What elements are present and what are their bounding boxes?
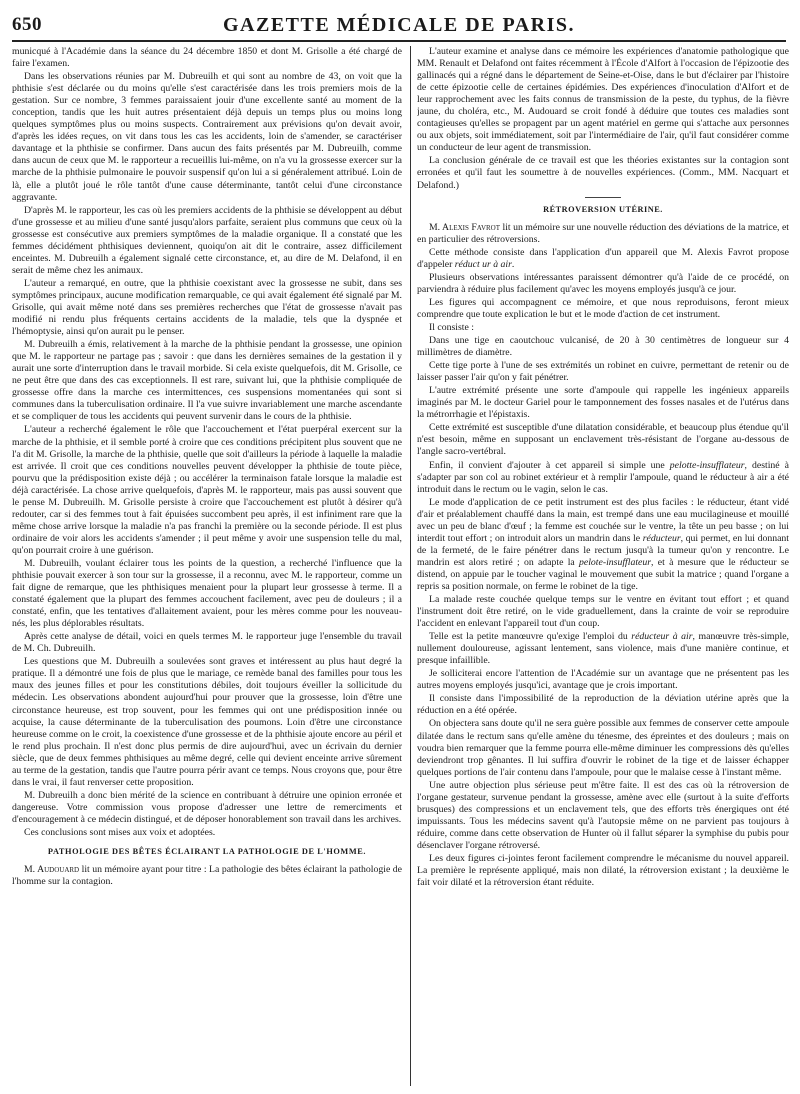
emphasis: réducteur à air [631,631,693,643]
paragraph [417,497,789,593]
paragraph [12,864,402,888]
paragraph [417,247,789,271]
paragraph: Cette tige porte à l'une de ses extrémités un robinet en cuivre, permettant de retenir ou de laisser passer l'air qu'on y fait pénétrer. [417,360,789,384]
paragraph: Dans les observations réunies par M. Dubreuilh et qui sont au nombre de 43, on voit que la phthisie s'est déclarée ou du moins qu'elle s'est caractérisée dans les trois premiers mois de la gestation. Sur ce nombre, 3 femmes paraissaient jouir d'une excellente santé au moment de la conception, tandis que les huit autres présentaient déjà depuis un temps plus ou moins long quelques symptômes plus ou moins suspects. Contrairement aux prévisions qu'on devait avoir, d'après les idées reçues, on vit dans tous les cas les accidents, loin de s'amender, se caractériser davantage et la phthisie se confirmer. Dans aucun des faits présentés par M. Dubreuilh, comme dans aucun de ceux que M. le rapporteur a recueillis lui-même, on n'a vu la grossesse exercer sur la marche de la phthisie pulmonaire le pouvoir suspensif qu'on lui a si généralement attribué. Loin de là, elle a plutôt joué le rôle tantôt d'une cause déterminante, tantôt celui d'une circonstance aggravante. [12,71,402,203]
paragraph-text: . [511,258,515,270]
paragraph: D'après M. le rapporteur, les cas où les premiers accidents de la phthisie se développent au début d'une grossesse et au milieu d'une santé jusqu'alors parfaite, seraient plus communs que ceux où la grossesse est consécutive aux premiers symptômes de la maladie organique. Il a constaté que les femmes décidément phthisiques deviennent, quoiqu'on ait dit le contraire, assez difficilement enceintes. M. Dubreuilh a également signalé cette circonstance, et, au dire de M. Delafond, il en serait de même chez les animaux. [12,204,402,276]
paragraph [417,631,789,667]
paragraph: Une autre objection plus sérieuse peut m'être faite. Il est des cas où la rétroversion de l'organe gestateur, survenue pendant la grossesse, amène avec elle (surtout à la suite d'efforts brusques) des compressions et un enclavement tels, que des efforts très énergiques ont été impuissants. Tous les médecins savent qu'à l'autopsie même on ne parvient pas toujours à réduire, comme dans cette observation de Hunter où il fallut séparer la symphise du pubis pour désenclaver l'organe rétroversé. [417,779,789,851]
paragraph: Les questions que M. Dubreuilh a soulevées sont graves et intéressent au plus haut degré la pratique. Il a démontré une fois de plus que le mariage, ce remède banal des familles pour tous les maux des jeunes filles et pour les constitutions débiles, doit toujours éveiller la sollicitude du médecin. Les observations abondent aujourd'hui pour prouver que la grossesse, loin d'être une circonstance heureuse, est trop souvent, pour les femmes qui ont une prédisposition innée ou acquise, la cause déterminante de la tuberculisation des poumons. Loin d'être une circonstance heureuse comme on le croit, la coexistence d'une grossesse et de la phthisie ajoute encore au péril et le rend plus prochain. Il n'est donc plus permis de dire aujourd'hui, avec un écrivain du dernier siècle, que de deux femmes phthisiques au même degré, celle qui devient enceinte arrive sûrement au terme de la gestation, tandis que l'autre pourra périr avant ce temps. Nous croyons que, pour être dans le vrai, il faut renverser cette proposition. [12,656,402,788]
column-divider [410,46,411,1086]
emphasis: réducteur [642,532,681,544]
paragraph: Ces conclusions sont mises aux voix et adoptées. [24,827,216,838]
section-heading-pathologie: PATHOLOGIE DES BÊTES ÉCLAIRANT LA PATHOLOGIE DE L'HOMME. [47,847,367,857]
paragraph-text: , qui permet, en lui donnant de la fermeté, de le faire pénétrer dans le rectum jusqu'à la tumeur qu'on y rencontre. Le mandrin est alors retiré ; on adapte la [417,532,789,568]
page-header [12,14,786,42]
paragraph-text: , destiné à s'adapter par son col au robinet extérieur et à remplir l'ampoule, quand le réducteur à air a été introduit dans le rectum ou le vagin, selon le cas. [417,459,789,495]
left-column [12,46,402,1086]
emphasis: pelote-insufflateur [579,556,652,568]
paragraph: Les deux figures ci-jointes feront facilement comprendre le mécanisme du nouvel appareil. La première le représente appliqué, mais non dilaté, la rétroversion existant ; la deuxième le fait voir dilaté et la rétroversion étant réduite. [417,853,789,889]
paragraph-text: lit un mémoire sur une nouvelle réduction des déviations de la matrice, et en particulier des rétroversions. [417,221,789,245]
section-separator [585,197,621,198]
paragraph [417,222,789,246]
paragraph-text: Telle est la petite manœuvre qu'exige l'emploi du [429,631,632,643]
paragraph: Il consiste : [429,321,474,333]
paragraph-text: Le mode d'application de ce petit instrument est des plus faciles : le réducteur, étant vidé d'air et préalablement chauffé dans la main, est trempé dans une eau mucilagineuse et mouillé avec un peu de blanc d'œuf ; la femme est couchée sur le ventre, la tête un peu basse ; on lui interdit tout effort ; on introduit alors un mandrin dans le [417,496,789,544]
paragraph: L'autre extrémité présente une sorte d'ampoule qui rappelle les ingénieux appareils imaginés par M. le docteur Gariel pour le tamponnement des fosses nasales et de l'utérus dans la métrorrhagie et l'épistaxis. [417,385,789,421]
paragraph: M. Dubreuilh, voulant éclairer tous les points de la question, a recherché l'influence que la phthisie pouvait exercer à son tour sur la grossesse, il a reconnu, avec M. le rapporteur, comme un fait digne de remarque, que les phthisiques menaient pour la plupart leur grossesse à terme. Il a constaté également que la plupart des femmes accouchent facilement, avec peu de douleurs ; il a constaté, enfin, que les tentatives d'allaitement avaient, pour les mères comme pour les nouveau-nés, les plus déplorables résultats. [12,557,402,630]
author-name: M. Alexis Favrot [429,221,501,233]
paragraph: L'auteur a recherché également le rôle que l'accouchement et l'état puerpéral exercent sur la marche de la phthisie, et il semble porté à croire que ces conditions précipitent plus souvent que ne l'a dit M. Grisolle, la marche de la phthisie, quelle que soit d'ailleurs la période à laquelle la maladie est arrivée. Il croit que ces conditions nouvelles peuvent développer la phthisie de toute pièce, pourvu que la prédisposition existe déjà ; ou accélérer la terminaison fatale lorsque la maladie est déjà caractérisée. La chose arrive quelquefois, d'après M. le rapporteur, mais pas aussi souvent que le pense M. Dubreuilh. M. Grisolle persiste à croire que l'accouchement est plutôt à désirer qu'à redouter, car si des femmes tout à fait épuisées succombent peu après, il est infiniment rare que la même chose arrive lorsque la maladie n'a pas franchi la première ou la seconde période. Il est plus ordinaire de voir alors les accidents s'amender ; il peut même y avoir une suspension telle du mal, qu'on pourrait croire à une guérison. [12,424,402,556]
emphasis: pelotte-insufflateur [669,459,745,471]
paragraph: Cette extrémité est susceptible d'une dilatation considérable, et beaucoup plus étendue qu'il n'est besoin, même en supposant un enclavement très-résistant de l'organe au-dessous de l'angle sacro-vertébral. [417,422,789,458]
paragraph: Plusieurs observations intéressantes paraissent démontrer qu'à l'aide de ce procédé, on parviendra à réduire plus facilement qu'avec les moyens employés jusqu'à ce jour. [417,271,789,295]
paragraph: Les figures qui accompagnent ce mémoire, et que nous reproduisons, feront mieux comprendre que toute explication le but et le mode d'action de cet instrument. [417,296,789,320]
author-name: M. Audouard [24,864,80,876]
paragraph: On objectera sans doute qu'il ne sera guère possible aux femmes de conserver cette ampoule dilatée dans le rectum sans qu'elle amène du ténesme, des épreintes et des douleurs ; mais on voudra bien remarquer que la femme pourra elle-même diminuer les compressions dès qu'elles deviendront trop gênantes. Il lui suffira d'ouvrir le robinet de la tige et de laisser échapper quelques portions de l'air contenu dans l'ampoule, pour que le malaise cesse à l'instant même. [417,718,789,778]
paragraph: Après cette analyse de détail, voici en quels termes M. le rapporteur juge l'ensemble du travail de M. Ch. Dubreuilh. [12,631,402,655]
paragraph: La malade reste couchée quelque temps sur le ventre en évitant tout effort ; et quand l'instrument doit être retiré, on le vide graduellement, dans la crainte de voir se reproduire l'accident en enlevant l'appareil tout d'un coup. [417,594,789,630]
emphasis: réduct ur à air [454,258,512,270]
paragraph: Il consiste dans l'impossibilité de la reproduction de la déviation utérine après que la réduction en a été opérée. [417,693,789,717]
paragraph-text: , manœuvre très-simple, nullement douloureuse, agissant lentement, sans violence, mais d'une manière continue, et presque infaillible. [417,631,789,667]
paragraph: M. Dubreuilh a émis, relativement à la marche de la phthisie pendant la grossesse, une opinion que M. le rapporteur ne partage pas ; savoir : que dans les dernières semaines de la gestation il y aurait une sorte d'interruption dans le travail morbide. Si cela existe quelquefois, dit M. Grisolle, ce ne peut être que dans des cas exceptionnels. Il est rare, suivant lui, que la phthisie compliquée de grossesse offre dans la marche ces intermittences, ces suspensions momentanées qui sont si communes dans la tuberculisation ordinaire. Il l'a vue suivre invariablement une marche ascendante et se compliquer de tous les accidents qui peuvent survenir dans le cours de la phthisie. [12,339,402,423]
paragraph: Dans une tige en caoutchouc vulcanisé, de 20 à 30 centimètres de longueur sur 4 millimètres de diamètre. [417,335,789,359]
paragraph: municqué à l'Académie dans la séance du 24 décembre 1850 et dont M. Grisolle a été chargé de faire l'examen. [12,46,402,70]
right-column [417,46,789,1086]
journal-title: GAZETTE MÉDICALE DE PARIS. [222,14,576,36]
page-number: 650 [12,14,42,35]
paragraph-text: Enfin, il convient d'ajouter à cet appareil si simple une [429,459,670,471]
paragraph-text: , et à mesure que le réducteur se distend, on appuie par le toucher vaginal le mouvement que subit la matrice ; quand l'organe a repris sa position normale, on ferme le robinet de la tige. [417,556,789,592]
header-rule [12,40,786,42]
paragraph: L'auteur a remarqué, en outre, que la phthisie coexistant avec la grossesse ne subit, dans ses symptômes principaux, aucune modification remarquable, ce qui avait également été signalé par M. Grisolle, qui avait même noté dans ses premières recherches que l'état de grossesse n'avait pas modifié ni rendu plus fréquents certains accidents de la maladie, tels que la dyspnée et l'hémoptysie, ainsi qu'on aurait pu le penser. [12,277,402,338]
section-heading-retroversion: RÉTROVERSION UTÉRINE. [543,204,663,214]
paragraph-text: Cette méthode consiste dans l'application d'un appareil que M. Alexis Favrot propose d'appeler [417,246,789,270]
paragraph: L'auteur examine et analyse dans ce mémoire les expériences d'anatomie pathologique que MM. Renault et Delafond ont faites récemment à l'École d'Alfort à l'occasion de l'épizootie des gallinacés qui a régné dans le département de Seine-et-Oise, dans le but d'éclairer par l'histoire de cette épizootie celle de certaines épidémies. Des expériences d'inoculation d'Alfort et de leur rapprochement avec les faits connus de transmission de la peste, du typhus, de la fièvre jaune, du choléra, etc., M. Audouard se croit fondé à déduire que toutes ces maladies sont contagieuses qu'elles se propagent par un agent matériel en germe qui s'attache aux personnes ou aux objets, soit immédiatement, soit par l'intermédiaire de l'air, qu'il faut considérer comme un conducteur de leur agent de transmission. [417,46,789,154]
paragraph: M. Dubreuilh a donc bien mérité de la science en contribuant à détruire une opinion erronée et dangereuse. Votre commission vous propose d'adresser une lettre de remerciments et d'encouragement à ce médecin distingué, et de déposer honorablement son travail dans les archives. [12,789,402,825]
paragraph-text: lit un mémoire ayant pour titre : La pathologie des bêtes éclairant la pathologie de l'homme sur la contagion. [12,864,402,888]
paragraph: Je solliciterai encore l'attention de l'Académie sur un avantage que ne présentent pas les autres moyens employés jusqu'ici, avantage que je crois important. [417,668,789,692]
paragraph: La conclusion générale de ce travail est que les théories existantes sur la contagion sont erronées et qu'il faut les soumettre à de nouvelles expériences. (Comm., MM. Nacquart et Delafond.) [417,155,789,191]
paragraph [417,460,789,496]
